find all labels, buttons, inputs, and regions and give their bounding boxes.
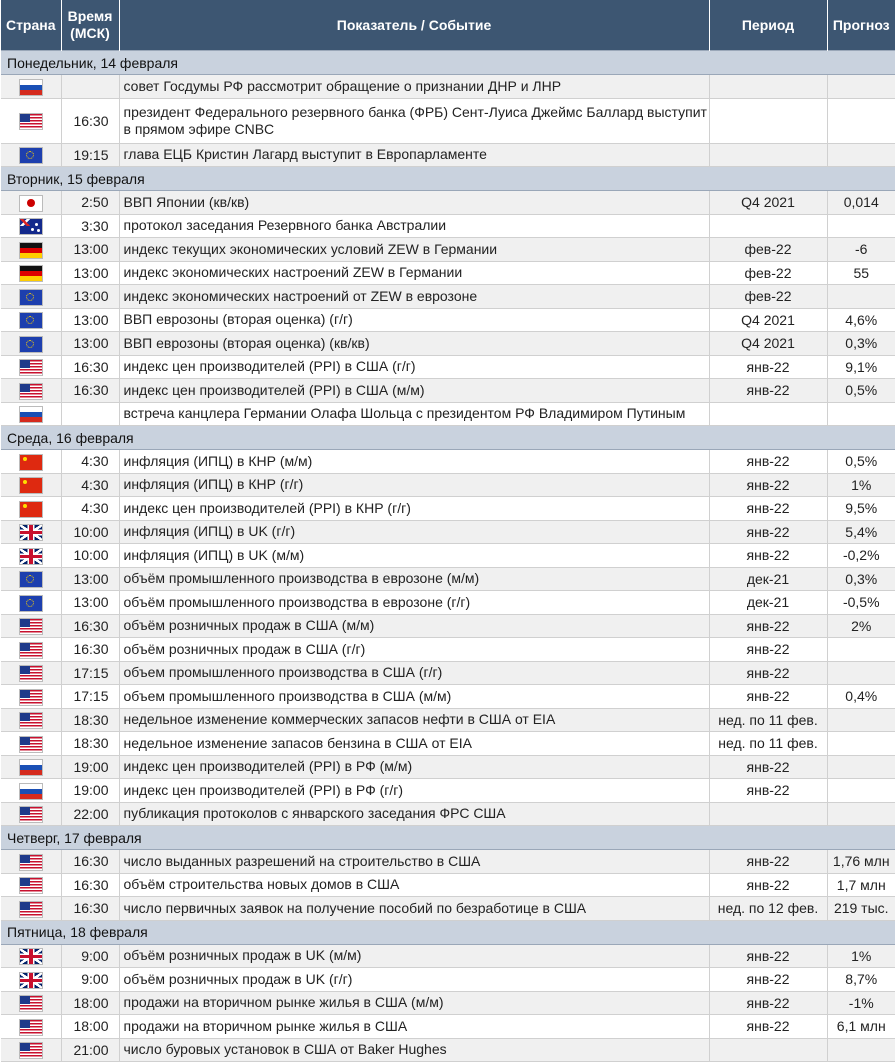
forecast-cell: 219 тыс.	[827, 897, 895, 921]
event-row	[1, 1015, 895, 1039]
event-row	[1, 402, 895, 426]
time-cell: 19:00	[61, 779, 119, 803]
event-row	[1, 685, 895, 709]
time-cell: 4:30	[61, 473, 119, 497]
event-row	[1, 450, 895, 474]
time-cell: 4:30	[61, 450, 119, 474]
forecast-cell	[827, 285, 895, 309]
time-cell: 16:30	[61, 355, 119, 379]
forecast-cell: 0,3%	[827, 332, 895, 356]
period-cell: янв-22	[709, 944, 827, 968]
forecast-cell: 1%	[827, 473, 895, 497]
country-cell	[1, 897, 61, 921]
event-cell: индекс текущих экономических условий ZEW в Германии	[119, 238, 709, 262]
period-cell: дек-21	[709, 567, 827, 591]
time-cell: 13:00	[61, 332, 119, 356]
period-cell: фев-22	[709, 238, 827, 262]
flag-us-icon	[20, 996, 42, 1011]
event-row	[1, 591, 895, 615]
event-row	[1, 755, 895, 779]
flag-gb-icon	[20, 973, 42, 988]
event-cell: число буровых установок в США от Baker Hughes	[119, 1038, 709, 1062]
event-cell: президент Федерального резервного банка (ФРБ) Сент-Луиса Джеймс Баллард выступит в прямом эфире CNBC	[119, 98, 709, 143]
period-cell: дек-21	[709, 591, 827, 615]
period-cell: нед. по 11 фев.	[709, 732, 827, 756]
economic-calendar-table	[1, 0, 895, 1062]
flag-eu-icon	[20, 337, 42, 352]
country-cell	[1, 1038, 61, 1062]
event-cell: объём розничных продаж в США (г/г)	[119, 638, 709, 662]
time-cell: 4:30	[61, 497, 119, 521]
time-cell: 18:30	[61, 732, 119, 756]
day-header-row	[1, 826, 895, 850]
event-row	[1, 544, 895, 568]
time-cell: 17:15	[61, 685, 119, 709]
period-cell: янв-22	[709, 685, 827, 709]
period-cell: янв-22	[709, 661, 827, 685]
country-cell	[1, 661, 61, 685]
forecast-cell: 55	[827, 261, 895, 285]
country-cell	[1, 614, 61, 638]
country-cell	[1, 191, 61, 215]
flag-ru-icon	[20, 760, 42, 775]
event-cell: глава ЕЦБ Кристин Лагард выступит в Европарламенте	[119, 143, 709, 167]
event-row	[1, 708, 895, 732]
time-cell: 22:00	[61, 802, 119, 826]
event-row	[1, 567, 895, 591]
period-cell: янв-22	[709, 873, 827, 897]
time-cell: 19:00	[61, 755, 119, 779]
event-cell: объём розничных продаж в UK (м/м)	[119, 944, 709, 968]
time-cell: 16:30	[61, 638, 119, 662]
forecast-cell: 9,5%	[827, 497, 895, 521]
event-row	[1, 661, 895, 685]
event-cell: ВВП еврозоны (вторая оценка) (г/г)	[119, 308, 709, 332]
period-cell: Q4 2021	[709, 332, 827, 356]
country-cell	[1, 473, 61, 497]
time-cell	[61, 75, 119, 99]
flag-jp-icon	[20, 196, 42, 211]
flag-us-icon	[20, 666, 42, 681]
forecast-cell: 5,4%	[827, 520, 895, 544]
country-cell	[1, 567, 61, 591]
forecast-cell: 9,1%	[827, 355, 895, 379]
flag-ru-icon	[20, 80, 42, 95]
flag-us-icon	[20, 1043, 42, 1058]
forecast-cell: 0,5%	[827, 379, 895, 403]
flag-eu-icon	[20, 290, 42, 305]
country-cell	[1, 379, 61, 403]
event-row	[1, 214, 895, 238]
country-cell	[1, 708, 61, 732]
day-header-row	[1, 51, 895, 75]
calendar-body	[1, 51, 895, 1062]
period-cell: Q4 2021	[709, 191, 827, 215]
period-cell: фев-22	[709, 261, 827, 285]
country-cell	[1, 355, 61, 379]
forecast-cell: 1,7 млн	[827, 873, 895, 897]
event-cell: объем промышленного производства в США (м/м)	[119, 685, 709, 709]
period-cell	[709, 214, 827, 238]
event-cell: протокол заседания Резервного банка Австралии	[119, 214, 709, 238]
forecast-cell: 1,76 млн	[827, 850, 895, 874]
event-row	[1, 143, 895, 167]
event-row	[1, 238, 895, 262]
time-cell	[61, 402, 119, 426]
country-cell	[1, 308, 61, 332]
country-cell	[1, 98, 61, 143]
flag-us-icon	[20, 878, 42, 893]
country-cell	[1, 991, 61, 1015]
flag-au-icon	[20, 219, 42, 234]
forecast-cell	[827, 802, 895, 826]
event-row	[1, 1038, 895, 1062]
time-cell: 19:15	[61, 143, 119, 167]
flag-us-icon	[20, 855, 42, 870]
time-cell: 17:15	[61, 661, 119, 685]
header-forecast: Прогноз	[827, 0, 895, 51]
event-row	[1, 473, 895, 497]
event-cell: объём промышленного производства в еврозоне (м/м)	[119, 567, 709, 591]
event-row	[1, 944, 895, 968]
day-label: Четверг, 17 февраля	[1, 826, 895, 850]
day-header-row	[1, 167, 895, 191]
flag-us-icon	[20, 807, 42, 822]
forecast-cell: 8,7%	[827, 968, 895, 992]
period-cell: нед. по 12 фев.	[709, 897, 827, 921]
country-cell	[1, 497, 61, 521]
period-cell: янв-22	[709, 638, 827, 662]
time-cell: 16:30	[61, 850, 119, 874]
forecast-cell	[827, 779, 895, 803]
time-cell: 13:00	[61, 238, 119, 262]
flag-gb-icon	[20, 949, 42, 964]
flag-us-icon	[20, 643, 42, 658]
event-cell: инфляция (ИПЦ) в КНР (м/м)	[119, 450, 709, 474]
time-cell: 13:00	[61, 591, 119, 615]
time-cell: 18:00	[61, 991, 119, 1015]
event-cell: индекс цен производителей (PPI) в КНР (г/г)	[119, 497, 709, 521]
event-cell: индекс экономических настроений ZEW в Германии	[119, 261, 709, 285]
flag-us-icon	[20, 690, 42, 705]
forecast-cell	[827, 214, 895, 238]
event-row	[1, 191, 895, 215]
period-cell	[709, 402, 827, 426]
day-label: Среда, 16 февраля	[1, 426, 895, 450]
country-cell	[1, 238, 61, 262]
event-cell: индекс цен производителей (PPI) в РФ (г/г)	[119, 779, 709, 803]
country-cell	[1, 802, 61, 826]
event-cell: объем промышленного производства в США (г/г)	[119, 661, 709, 685]
header-period: Период	[709, 0, 827, 51]
country-cell	[1, 638, 61, 662]
day-header-row	[1, 920, 895, 944]
period-cell: янв-22	[709, 520, 827, 544]
period-cell: нед. по 11 фев.	[709, 708, 827, 732]
forecast-cell	[827, 661, 895, 685]
flag-gb-icon	[20, 525, 42, 540]
time-cell: 16:30	[61, 614, 119, 638]
flag-us-icon	[20, 713, 42, 728]
country-cell	[1, 544, 61, 568]
forecast-cell: 0,3%	[827, 567, 895, 591]
period-cell: янв-22	[709, 850, 827, 874]
period-cell	[709, 98, 827, 143]
flag-cn-icon	[20, 502, 42, 517]
time-cell: 13:00	[61, 567, 119, 591]
event-row	[1, 802, 895, 826]
event-cell: совет Госдумы РФ рассмотрит обращение о признании ДНР и ЛНР	[119, 75, 709, 99]
time-cell: 9:00	[61, 968, 119, 992]
period-cell: янв-22	[709, 473, 827, 497]
flag-cn-icon	[20, 455, 42, 470]
period-cell: янв-22	[709, 379, 827, 403]
event-row	[1, 732, 895, 756]
flag-gb-icon	[20, 549, 42, 564]
forecast-cell: 4,6%	[827, 308, 895, 332]
event-row	[1, 873, 895, 897]
day-label: Понедельник, 14 февраля	[1, 51, 895, 75]
time-cell: 16:30	[61, 873, 119, 897]
time-cell: 21:00	[61, 1038, 119, 1062]
time-cell: 10:00	[61, 520, 119, 544]
country-cell	[1, 591, 61, 615]
day-header-row	[1, 426, 895, 450]
country-cell	[1, 520, 61, 544]
country-cell	[1, 850, 61, 874]
forecast-cell: 0,5%	[827, 450, 895, 474]
event-row	[1, 779, 895, 803]
period-cell: янв-22	[709, 1015, 827, 1039]
flag-de-icon	[20, 243, 42, 258]
flag-eu-icon	[20, 148, 42, 163]
country-cell	[1, 450, 61, 474]
event-row	[1, 614, 895, 638]
header-country: Страна	[1, 0, 61, 51]
flag-us-icon	[20, 360, 42, 375]
event-row	[1, 285, 895, 309]
flag-us-icon	[20, 619, 42, 634]
country-cell	[1, 755, 61, 779]
period-cell: янв-22	[709, 991, 827, 1015]
period-cell: фев-22	[709, 285, 827, 309]
event-row	[1, 332, 895, 356]
period-cell: янв-22	[709, 450, 827, 474]
forecast-cell: 0,014	[827, 191, 895, 215]
flag-ru-icon	[20, 407, 42, 422]
event-cell: инфляция (ИПЦ) в UK (г/г)	[119, 520, 709, 544]
flag-cn-icon	[20, 478, 42, 493]
event-cell: продажи на вторичном рынке жилья в США	[119, 1015, 709, 1039]
flag-us-icon	[20, 737, 42, 752]
event-cell: ВВП Японии (кв/кв)	[119, 191, 709, 215]
period-cell: янв-22	[709, 355, 827, 379]
event-cell: объём строительства новых домов в США	[119, 873, 709, 897]
event-cell: недельное изменение коммерческих запасов нефти в США от EIA	[119, 708, 709, 732]
flag-us-icon	[20, 902, 42, 917]
flag-us-icon	[20, 384, 42, 399]
period-cell: янв-22	[709, 497, 827, 521]
event-cell: инфляция (ИПЦ) в КНР (г/г)	[119, 473, 709, 497]
forecast-cell	[827, 708, 895, 732]
event-cell: объём розничных продаж в UK (г/г)	[119, 968, 709, 992]
period-cell	[709, 143, 827, 167]
flag-ru-icon	[20, 784, 42, 799]
event-cell: продажи на вторичном рынке жилья в США (м/м)	[119, 991, 709, 1015]
event-cell: индекс цен производителей (PPI) в США (г/г)	[119, 355, 709, 379]
header-time-line1: Время	[67, 8, 113, 24]
time-cell: 13:00	[61, 308, 119, 332]
event-row	[1, 261, 895, 285]
country-cell	[1, 968, 61, 992]
period-cell	[709, 802, 827, 826]
event-row	[1, 897, 895, 921]
forecast-cell	[827, 143, 895, 167]
time-cell: 2:50	[61, 191, 119, 215]
country-cell	[1, 75, 61, 99]
time-cell: 3:30	[61, 214, 119, 238]
forecast-cell: -0,2%	[827, 544, 895, 568]
forecast-cell: 0,4%	[827, 685, 895, 709]
country-cell	[1, 685, 61, 709]
forecast-cell	[827, 98, 895, 143]
forecast-cell	[827, 638, 895, 662]
event-cell: индекс цен производителей (PPI) в США (м/м)	[119, 379, 709, 403]
time-cell: 9:00	[61, 944, 119, 968]
period-cell: янв-22	[709, 614, 827, 638]
event-cell: недельное изменение запасов бензина в США от EIA	[119, 732, 709, 756]
forecast-cell: 1%	[827, 944, 895, 968]
period-cell: янв-22	[709, 755, 827, 779]
event-row	[1, 850, 895, 874]
country-cell	[1, 285, 61, 309]
country-cell	[1, 779, 61, 803]
time-cell: 16:30	[61, 98, 119, 143]
flag-de-icon	[20, 266, 42, 281]
event-cell: индекс цен производителей (PPI) в РФ (м/м)	[119, 755, 709, 779]
forecast-cell	[827, 755, 895, 779]
period-cell: янв-22	[709, 968, 827, 992]
event-row	[1, 98, 895, 143]
country-cell	[1, 873, 61, 897]
day-label: Вторник, 15 февраля	[1, 167, 895, 191]
event-row	[1, 520, 895, 544]
event-cell: встреча канцлера Германии Олафа Шольца с президентом РФ Владимиром Путиным	[119, 402, 709, 426]
time-cell: 10:00	[61, 544, 119, 568]
country-cell	[1, 402, 61, 426]
forecast-cell	[827, 732, 895, 756]
event-row	[1, 991, 895, 1015]
event-cell: число первичных заявок на получение пособий по безработице в США	[119, 897, 709, 921]
forecast-cell: 2%	[827, 614, 895, 638]
event-row	[1, 638, 895, 662]
event-row	[1, 379, 895, 403]
event-cell: объём промышленного производства в еврозоне (г/г)	[119, 591, 709, 615]
forecast-cell: -0,5%	[827, 591, 895, 615]
flag-us-icon	[20, 114, 42, 129]
time-cell: 13:00	[61, 285, 119, 309]
flag-eu-icon	[20, 313, 42, 328]
country-cell	[1, 143, 61, 167]
header-time	[61, 0, 119, 51]
event-row	[1, 75, 895, 99]
event-cell: объём розничных продаж в США (м/м)	[119, 614, 709, 638]
country-cell	[1, 214, 61, 238]
event-row	[1, 355, 895, 379]
country-cell	[1, 732, 61, 756]
period-cell	[709, 75, 827, 99]
event-cell: индекс экономических настроений от ZEW в еврозоне	[119, 285, 709, 309]
forecast-cell	[827, 75, 895, 99]
header-time-line2: (МСК)	[70, 25, 110, 41]
forecast-cell: 6,1 млн	[827, 1015, 895, 1039]
event-cell: ВВП еврозоны (вторая оценка) (кв/кв)	[119, 332, 709, 356]
event-cell: инфляция (ИПЦ) в UK (м/м)	[119, 544, 709, 568]
header-row	[1, 0, 895, 51]
event-cell: публикация протоколов с январского заседания ФРС США	[119, 802, 709, 826]
country-cell	[1, 332, 61, 356]
flag-eu-icon	[20, 596, 42, 611]
period-cell: янв-22	[709, 779, 827, 803]
event-row	[1, 497, 895, 521]
period-cell: Q4 2021	[709, 308, 827, 332]
time-cell: 13:00	[61, 261, 119, 285]
flag-us-icon	[20, 1020, 42, 1035]
event-cell: число выданных разрешений на строительство в США	[119, 850, 709, 874]
flag-eu-icon	[20, 572, 42, 587]
forecast-cell: -6	[827, 238, 895, 262]
period-cell: янв-22	[709, 544, 827, 568]
event-row	[1, 968, 895, 992]
day-label: Пятница, 18 февраля	[1, 920, 895, 944]
event-row	[1, 308, 895, 332]
time-cell: 18:30	[61, 708, 119, 732]
forecast-cell: -1%	[827, 991, 895, 1015]
country-cell	[1, 944, 61, 968]
country-cell	[1, 1015, 61, 1039]
period-cell	[709, 1038, 827, 1062]
header-event: Показатель / Событие	[119, 0, 709, 51]
time-cell: 16:30	[61, 379, 119, 403]
time-cell: 16:30	[61, 897, 119, 921]
time-cell: 18:00	[61, 1015, 119, 1039]
country-cell	[1, 261, 61, 285]
forecast-cell	[827, 402, 895, 426]
forecast-cell	[827, 1038, 895, 1062]
